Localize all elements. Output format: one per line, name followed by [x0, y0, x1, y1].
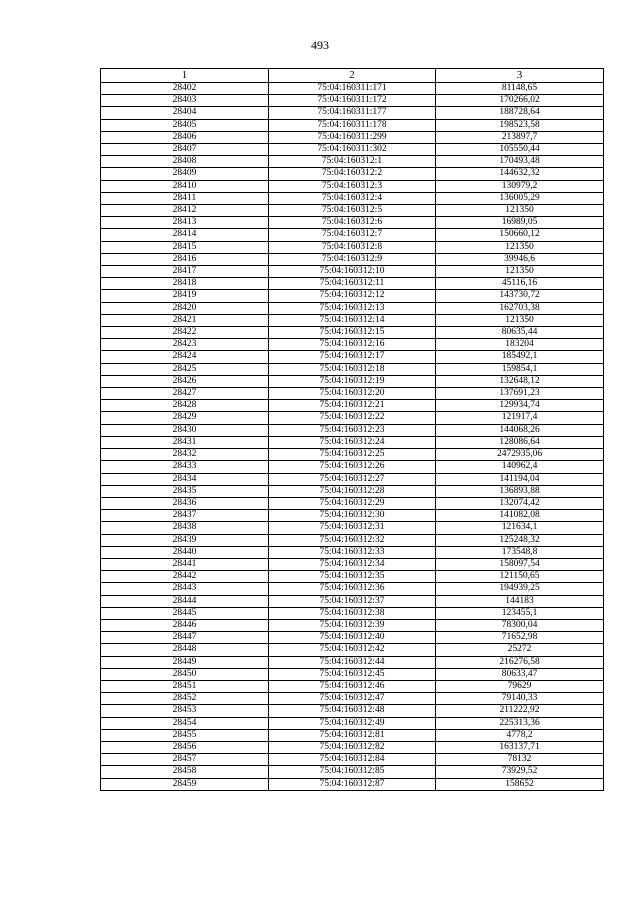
row-number-cell: 28420 — [101, 302, 269, 314]
table-row — [101, 595, 604, 607]
value-cell: 170266,02 — [436, 95, 604, 107]
row-number-cell: 28419 — [101, 290, 269, 302]
table-row — [101, 253, 604, 265]
value-cell: 163137,71 — [436, 741, 604, 753]
row-number-cell: 28426 — [101, 375, 269, 387]
table-row — [101, 546, 604, 558]
table-row — [101, 192, 604, 204]
cadastral-number-cell: 75:04:160312:14 — [269, 314, 436, 326]
row-number-cell: 28440 — [101, 546, 269, 558]
cadastral-number-cell: 75:04:160312:10 — [269, 266, 436, 278]
table-row — [101, 156, 604, 168]
column-header-3: 3 — [436, 69, 604, 83]
row-number-cell: 28423 — [101, 339, 269, 351]
table-row — [101, 461, 604, 473]
row-number-cell: 28453 — [101, 705, 269, 717]
value-cell: 225313,36 — [436, 717, 604, 729]
value-cell: 80635,44 — [436, 327, 604, 339]
value-cell: 73929,52 — [436, 766, 604, 778]
cadastral-number-cell: 75:04:160312:21 — [269, 400, 436, 412]
row-number-cell: 28449 — [101, 656, 269, 668]
table-row — [101, 571, 604, 583]
row-number-cell: 28438 — [101, 522, 269, 534]
value-cell: 79140,33 — [436, 693, 604, 705]
cadastral-number-cell: 75:04:160312:47 — [269, 693, 436, 705]
value-cell: 211222,92 — [436, 705, 604, 717]
data-table — [100, 68, 604, 791]
value-cell: 4778,2 — [436, 729, 604, 741]
cadastral-number-cell: 75:04:160312:36 — [269, 583, 436, 595]
value-cell: 136005,29 — [436, 192, 604, 204]
value-cell: 143730,72 — [436, 290, 604, 302]
value-cell: 121350 — [436, 266, 604, 278]
row-number-cell: 28432 — [101, 449, 269, 461]
table-row — [101, 217, 604, 229]
table-row — [101, 754, 604, 766]
table-row — [101, 290, 604, 302]
cadastral-number-cell: 75:04:160312:2 — [269, 168, 436, 180]
value-cell: 129934,74 — [436, 400, 604, 412]
cadastral-number-cell: 75:04:160312:49 — [269, 717, 436, 729]
value-cell: 158097,54 — [436, 558, 604, 570]
row-number-cell: 28459 — [101, 778, 269, 790]
table-header-row — [101, 69, 604, 83]
row-number-cell: 28410 — [101, 180, 269, 192]
cadastral-number-cell: 75:04:160312:44 — [269, 656, 436, 668]
cadastral-number-cell: 75:04:160312:9 — [269, 253, 436, 265]
page-number: 493 — [311, 38, 329, 52]
cadastral-number-cell: 75:04:160312:46 — [269, 680, 436, 692]
value-cell: 45116,16 — [436, 278, 604, 290]
row-number-cell: 28446 — [101, 619, 269, 631]
column-header-1: 1 — [101, 69, 269, 83]
value-cell: 137691,23 — [436, 388, 604, 400]
row-number-cell: 28414 — [101, 229, 269, 241]
cadastral-number-cell: 75:04:160312:17 — [269, 351, 436, 363]
row-number-cell: 28412 — [101, 205, 269, 217]
value-cell: 132648,12 — [436, 375, 604, 387]
row-number-cell: 28424 — [101, 351, 269, 363]
value-cell: 80633,47 — [436, 668, 604, 680]
cadastral-number-cell: 75:04:160312:22 — [269, 412, 436, 424]
row-number-cell: 28405 — [101, 119, 269, 131]
cadastral-number-cell: 75:04:160312:29 — [269, 497, 436, 509]
cadastral-number-cell: 75:04:160312:24 — [269, 436, 436, 448]
cadastral-number-cell: 75:04:160312:85 — [269, 766, 436, 778]
table-row — [101, 693, 604, 705]
table-row — [101, 278, 604, 290]
table-row — [101, 363, 604, 375]
cadastral-number-cell: 75:04:160312:23 — [269, 424, 436, 436]
row-number-cell: 28413 — [101, 217, 269, 229]
table-row — [101, 400, 604, 412]
table-row — [101, 412, 604, 424]
cadastral-number-cell: 75:04:160311:171 — [269, 83, 436, 95]
table-row — [101, 680, 604, 692]
value-cell: 144183 — [436, 595, 604, 607]
cadastral-number-cell: 75:04:160312:26 — [269, 461, 436, 473]
cadastral-number-cell: 75:04:160312:28 — [269, 485, 436, 497]
row-number-cell: 28418 — [101, 278, 269, 290]
table-row — [101, 668, 604, 680]
table-row — [101, 314, 604, 326]
cadastral-number-cell: 75:04:160312:87 — [269, 778, 436, 790]
cadastral-number-cell: 75:04:160312:19 — [269, 375, 436, 387]
value-cell: 170493,48 — [436, 156, 604, 168]
cadastral-number-cell: 75:04:160311:299 — [269, 131, 436, 143]
value-cell: 121917,4 — [436, 412, 604, 424]
table-row — [101, 778, 604, 790]
row-number-cell: 28445 — [101, 607, 269, 619]
cadastral-number-cell: 75:04:160311:178 — [269, 119, 436, 131]
row-number-cell: 28407 — [101, 144, 269, 156]
value-cell: 130979,2 — [436, 180, 604, 192]
cadastral-number-cell: 75:04:160312:35 — [269, 571, 436, 583]
table-row — [101, 607, 604, 619]
cadastral-number-cell: 75:04:160312:11 — [269, 278, 436, 290]
table-row — [101, 741, 604, 753]
cadastral-number-cell: 75:04:160312:15 — [269, 327, 436, 339]
value-cell: 213897,7 — [436, 131, 604, 143]
cadastral-number-cell: 75:04:160312:38 — [269, 607, 436, 619]
table-row — [101, 705, 604, 717]
table-row — [101, 619, 604, 631]
cadastral-number-cell: 75:04:160312:16 — [269, 339, 436, 351]
row-number-cell: 28458 — [101, 766, 269, 778]
value-cell: 159854,1 — [436, 363, 604, 375]
value-cell: 136893,88 — [436, 485, 604, 497]
row-number-cell: 28428 — [101, 400, 269, 412]
row-number-cell: 28430 — [101, 424, 269, 436]
value-cell: 132074,42 — [436, 497, 604, 509]
cadastral-number-cell: 75:04:160312:40 — [269, 632, 436, 644]
cadastral-number-cell: 75:04:160312:42 — [269, 644, 436, 656]
row-number-cell: 28452 — [101, 693, 269, 705]
cadastral-number-cell: 75:04:160312:34 — [269, 558, 436, 570]
row-number-cell: 28429 — [101, 412, 269, 424]
cadastral-number-cell: 75:04:160311:177 — [269, 107, 436, 119]
value-cell: 141082,08 — [436, 510, 604, 522]
row-number-cell: 28437 — [101, 510, 269, 522]
value-cell: 16989,05 — [436, 217, 604, 229]
row-number-cell: 28421 — [101, 314, 269, 326]
value-cell: 216276,58 — [436, 656, 604, 668]
row-number-cell: 28456 — [101, 741, 269, 753]
table-row — [101, 302, 604, 314]
cadastral-number-cell: 75:04:160312:39 — [269, 619, 436, 631]
table-row — [101, 717, 604, 729]
table-row — [101, 266, 604, 278]
cadastral-number-cell: 75:04:160312:81 — [269, 729, 436, 741]
value-cell: 2472935,06 — [436, 449, 604, 461]
value-cell: 144632,32 — [436, 168, 604, 180]
value-cell: 150660,12 — [436, 229, 604, 241]
cadastral-number-cell: 75:04:160312:1 — [269, 156, 436, 168]
value-cell: 162703,38 — [436, 302, 604, 314]
row-number-cell: 28425 — [101, 363, 269, 375]
value-cell: 194939,25 — [436, 583, 604, 595]
table-row — [101, 144, 604, 156]
value-cell: 105550,44 — [436, 144, 604, 156]
table-row — [101, 424, 604, 436]
table-row — [101, 583, 604, 595]
cadastral-number-cell: 75:04:160312:20 — [269, 388, 436, 400]
value-cell: 185492,1 — [436, 351, 604, 363]
cadastral-number-cell: 75:04:160312:6 — [269, 217, 436, 229]
cadastral-number-cell: 75:04:160312:12 — [269, 290, 436, 302]
value-cell: 121350 — [436, 241, 604, 253]
cadastral-number-cell: 75:04:160312:33 — [269, 546, 436, 558]
row-number-cell: 28402 — [101, 83, 269, 95]
cadastral-number-cell: 75:04:160312:4 — [269, 192, 436, 204]
table-row — [101, 168, 604, 180]
table-row — [101, 107, 604, 119]
table-row — [101, 510, 604, 522]
row-number-cell: 28408 — [101, 156, 269, 168]
row-number-cell: 28439 — [101, 534, 269, 546]
table-body — [101, 83, 604, 791]
value-cell: 144068,26 — [436, 424, 604, 436]
table-row — [101, 131, 604, 143]
cadastral-number-cell: 75:04:160312:27 — [269, 473, 436, 485]
value-cell: 121350 — [436, 205, 604, 217]
cadastral-number-cell: 75:04:160312:45 — [269, 668, 436, 680]
row-number-cell: 28434 — [101, 473, 269, 485]
value-cell: 39946,6 — [436, 253, 604, 265]
value-cell: 71652,98 — [436, 632, 604, 644]
table-row — [101, 729, 604, 741]
row-number-cell: 28444 — [101, 595, 269, 607]
table-row — [101, 632, 604, 644]
value-cell: 121634,1 — [436, 522, 604, 534]
table-row — [101, 388, 604, 400]
cadastral-number-cell: 75:04:160312:32 — [269, 534, 436, 546]
row-number-cell: 28447 — [101, 632, 269, 644]
value-cell: 173548,8 — [436, 546, 604, 558]
table-row — [101, 241, 604, 253]
table-row — [101, 180, 604, 192]
value-cell: 198523,58 — [436, 119, 604, 131]
cadastral-number-cell: 75:04:160312:84 — [269, 754, 436, 766]
value-cell: 78132 — [436, 754, 604, 766]
row-number-cell: 28411 — [101, 192, 269, 204]
cadastral-number-cell: 75:04:160312:7 — [269, 229, 436, 241]
row-number-cell: 28451 — [101, 680, 269, 692]
table-row — [101, 473, 604, 485]
row-number-cell: 28417 — [101, 266, 269, 278]
row-number-cell: 28416 — [101, 253, 269, 265]
row-number-cell: 28457 — [101, 754, 269, 766]
row-number-cell: 28409 — [101, 168, 269, 180]
value-cell: 79629 — [436, 680, 604, 692]
table-row — [101, 339, 604, 351]
cadastral-number-cell: 75:04:160312:30 — [269, 510, 436, 522]
value-cell: 125248,32 — [436, 534, 604, 546]
table-row — [101, 327, 604, 339]
value-cell: 121350 — [436, 314, 604, 326]
table-row — [101, 229, 604, 241]
value-cell: 25272 — [436, 644, 604, 656]
cadastral-number-cell: 75:04:160312:13 — [269, 302, 436, 314]
table-row — [101, 656, 604, 668]
value-cell: 123455,1 — [436, 607, 604, 619]
value-cell: 140962,4 — [436, 461, 604, 473]
table-row — [101, 485, 604, 497]
row-number-cell: 28455 — [101, 729, 269, 741]
cadastral-number-cell: 75:04:160312:31 — [269, 522, 436, 534]
row-number-cell: 28448 — [101, 644, 269, 656]
table-row — [101, 119, 604, 131]
row-number-cell: 28441 — [101, 558, 269, 570]
value-cell: 188728,64 — [436, 107, 604, 119]
table-row — [101, 558, 604, 570]
value-cell: 128086,64 — [436, 436, 604, 448]
table-row — [101, 766, 604, 778]
row-number-cell: 28406 — [101, 131, 269, 143]
row-number-cell: 28422 — [101, 327, 269, 339]
row-number-cell: 28433 — [101, 461, 269, 473]
row-number-cell: 28435 — [101, 485, 269, 497]
row-number-cell: 28450 — [101, 668, 269, 680]
table-row — [101, 95, 604, 107]
value-cell: 121150,65 — [436, 571, 604, 583]
cadastral-number-cell: 75:04:160312:3 — [269, 180, 436, 192]
row-number-cell: 28454 — [101, 717, 269, 729]
row-number-cell: 28436 — [101, 497, 269, 509]
row-number-cell: 28404 — [101, 107, 269, 119]
table-row — [101, 644, 604, 656]
row-number-cell: 28431 — [101, 436, 269, 448]
cadastral-number-cell: 75:04:160311:302 — [269, 144, 436, 156]
table-row — [101, 522, 604, 534]
row-number-cell: 28427 — [101, 388, 269, 400]
cadastral-number-cell: 75:04:160312:18 — [269, 363, 436, 375]
cadastral-number-cell: 75:04:160311:172 — [269, 95, 436, 107]
table-row — [101, 375, 604, 387]
value-cell: 81148,65 — [436, 83, 604, 95]
row-number-cell: 28442 — [101, 571, 269, 583]
table-row — [101, 205, 604, 217]
cadastral-number-cell: 75:04:160312:82 — [269, 741, 436, 753]
table-row — [101, 534, 604, 546]
table-row — [101, 497, 604, 509]
table-row — [101, 351, 604, 363]
cadastral-number-cell: 75:04:160312:48 — [269, 705, 436, 717]
cadastral-number-cell: 75:04:160312:37 — [269, 595, 436, 607]
cadastral-number-cell: 75:04:160312:5 — [269, 205, 436, 217]
table-row — [101, 83, 604, 95]
cadastral-number-cell: 75:04:160312:25 — [269, 449, 436, 461]
table-row — [101, 449, 604, 461]
column-header-2: 2 — [269, 69, 436, 83]
row-number-cell: 28403 — [101, 95, 269, 107]
value-cell: 78300,04 — [436, 619, 604, 631]
value-cell: 141194,04 — [436, 473, 604, 485]
table-row — [101, 436, 604, 448]
cadastral-number-cell: 75:04:160312:8 — [269, 241, 436, 253]
row-number-cell: 28443 — [101, 583, 269, 595]
value-cell: 183204 — [436, 339, 604, 351]
value-cell: 158652 — [436, 778, 604, 790]
row-number-cell: 28415 — [101, 241, 269, 253]
